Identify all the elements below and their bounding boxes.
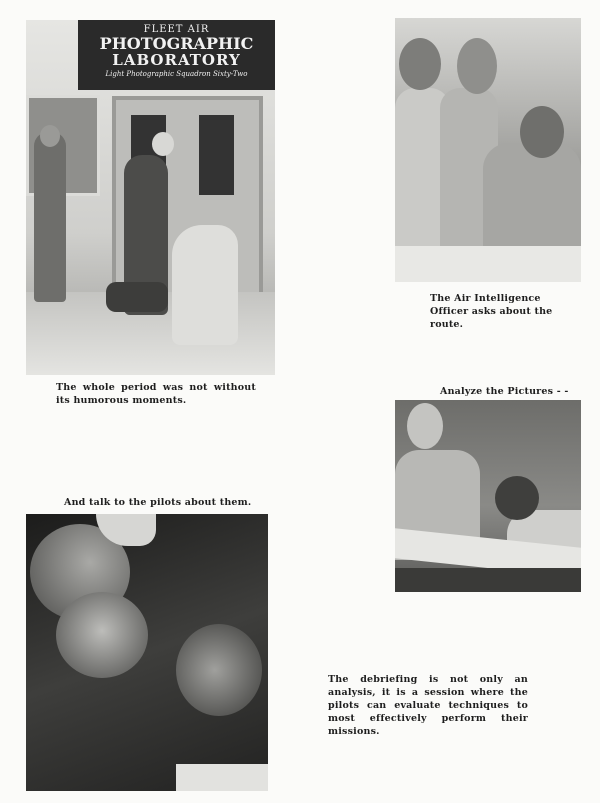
pilot-head xyxy=(152,132,174,156)
pilot-head xyxy=(520,106,564,158)
laboratory-sign xyxy=(78,20,275,90)
caption-debriefing: The debriefing is not only an analysis, it is a session where the pilots can evaluate techniques to most effectively perform their missions. xyxy=(328,674,528,737)
man-middle-head xyxy=(457,38,497,94)
caption-humorous: The whole period was not without its humorous moments. xyxy=(56,382,256,406)
map-table xyxy=(395,246,581,282)
man-bending xyxy=(172,225,238,345)
man-right-head xyxy=(495,476,539,520)
photo-analyze-pictures xyxy=(395,400,581,592)
caption-talk: And talk to the pilots about them. xyxy=(64,497,252,508)
photo-pilots-closeup xyxy=(26,514,268,791)
table-edge xyxy=(395,568,581,592)
sign-line-4: Light Photographic Squadron Sixty-Two xyxy=(105,70,248,78)
photo-laboratory-entrance xyxy=(26,20,275,375)
pilot-face-right xyxy=(176,624,262,716)
sign-line-3: LABORATORY xyxy=(112,51,241,69)
man-standing xyxy=(34,132,66,302)
man-left-head xyxy=(407,403,443,449)
sign-line-2: PHOTOGRAPHIC xyxy=(99,34,254,53)
pilot-body xyxy=(483,143,581,253)
caption-route: The Air Intelligence Officer asks about the route. xyxy=(430,293,553,330)
pilot-face-middle xyxy=(56,592,148,678)
photo-print xyxy=(176,764,268,791)
gear-pile xyxy=(106,282,168,312)
caption-analyze: Analyze the Pictures - - xyxy=(440,386,569,397)
door-window xyxy=(199,115,234,195)
officer-head xyxy=(399,38,441,90)
photo-intelligence-officer xyxy=(395,18,581,282)
sign-line-1: FLEET AIR xyxy=(143,24,210,35)
man-head xyxy=(40,125,60,147)
